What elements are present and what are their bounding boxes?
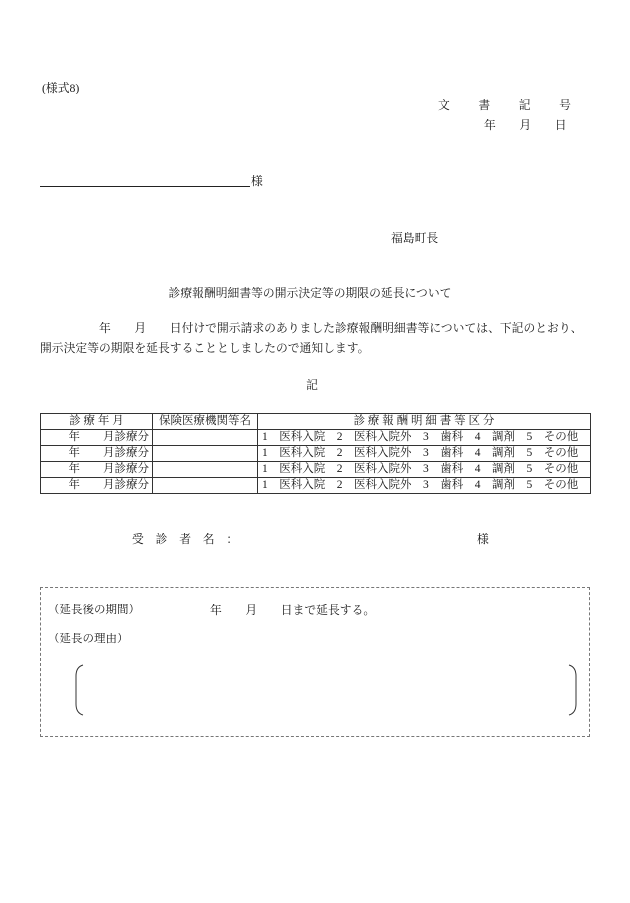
- cell-institution-name: [153, 446, 258, 462]
- header-statement-category: 診 療 報 酬 明 細 書 等 区 分: [258, 414, 591, 430]
- cell-statement-category: 1 医科入院 2 医科入院外 3 歯科 4 調剤 5 その他: [258, 462, 591, 478]
- cell-treatment-month: 年 月診療分: [41, 462, 153, 478]
- cell-institution-name: [153, 430, 258, 446]
- table-row: [41, 430, 591, 446]
- cell-statement-category: 1 医科入院 2 医科入院外 3 歯科 4 調剤 5 その他: [258, 478, 591, 494]
- cell-statement-category: 1 医科入院 2 医科入院外 3 歯科 4 調剤 5 その他: [258, 430, 591, 446]
- document-number-label: 文 書 記 号: [438, 99, 580, 111]
- extension-period-label: （延長後の期間）: [48, 604, 140, 616]
- cell-institution-name: [153, 462, 258, 478]
- cell-treatment-month: 年 月診療分: [41, 430, 153, 446]
- extension-reason-label: （延長の理由）: [48, 633, 129, 645]
- table-row: [41, 478, 591, 494]
- extension-box: [40, 587, 590, 737]
- table-row: [41, 446, 591, 462]
- extension-period-text: 年 月 日まで延長する。: [210, 604, 376, 616]
- ki-label: 記: [306, 379, 318, 391]
- addressee-line: [40, 186, 250, 187]
- cell-statement-category: 1 医科入院 2 医科入院外 3 歯科 4 調剤 5 その他: [258, 446, 591, 462]
- body-line-1: 年 月 日付けで開示請求のありました診療報酬明細書等については、下記のとおり、: [99, 322, 583, 334]
- header-treatment-month: 診 療 年 月: [41, 414, 153, 430]
- body-line-2: 開示決定等の期限を延長することとしましたので通知します。: [40, 342, 370, 354]
- document-title: 診療報酬明細書等の開示決定等の期限の延長について: [168, 287, 452, 299]
- table-header-row: [41, 414, 591, 430]
- addressee-suffix: 様: [251, 175, 263, 187]
- table-row: [41, 462, 591, 478]
- patient-name-suffix: 様: [477, 533, 489, 545]
- date-label: 年 月 日: [484, 119, 567, 131]
- header-institution-name: 保険医療機関等名: [153, 414, 258, 430]
- patient-name-label: 受 診 者 名 ：: [132, 533, 239, 545]
- reason-bracket-right: [567, 664, 579, 716]
- reason-bracket-left: [73, 664, 85, 716]
- form-number-label: (様式8): [42, 82, 80, 94]
- cell-institution-name: [153, 478, 258, 494]
- cell-treatment-month: 年 月診療分: [41, 446, 153, 462]
- detail-table: [40, 413, 591, 494]
- sender-name: 福島町長: [391, 232, 439, 244]
- cell-treatment-month: 年 月診療分: [41, 478, 153, 494]
